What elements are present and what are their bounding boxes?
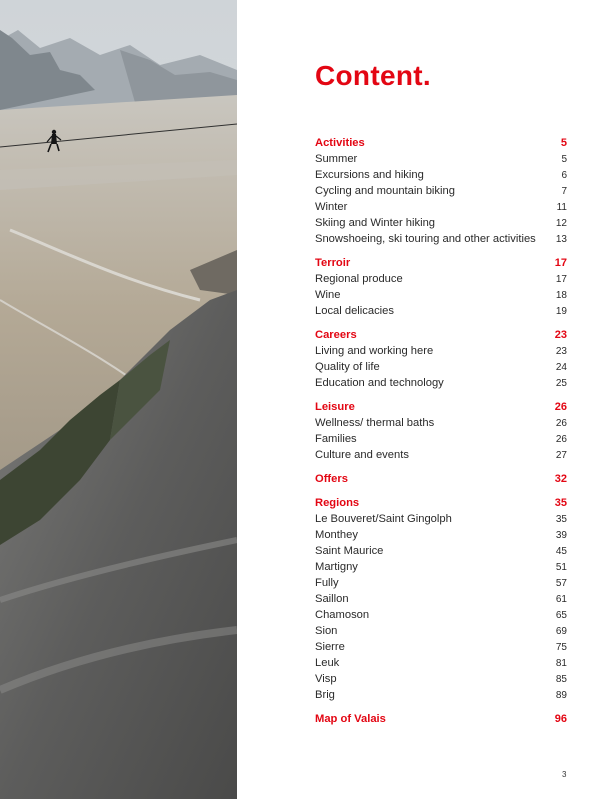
toc-entry-page: 23 — [555, 346, 567, 357]
toc-entry[interactable] — [315, 231, 567, 247]
toc-entry-page: 6 — [561, 170, 567, 181]
toc-entry-label: Fully — [315, 577, 339, 589]
toc-entry[interactable] — [315, 287, 567, 303]
toc-section — [315, 399, 567, 463]
toc-entry[interactable] — [315, 415, 567, 431]
toc-entry-page: 45 — [555, 546, 567, 557]
toc-section — [315, 327, 567, 391]
toc-entry-page: 35 — [555, 514, 567, 525]
toc-entry[interactable] — [315, 559, 567, 575]
toc-section-page: 26 — [554, 401, 567, 413]
toc-entry-label: Culture and events — [315, 449, 409, 461]
toc-entry[interactable] — [315, 447, 567, 463]
toc-entry-page: 65 — [555, 610, 567, 621]
toc-entry-page: 57 — [555, 578, 567, 589]
cover-photo — [0, 0, 237, 799]
table-of-contents-page — [315, 0, 567, 799]
toc-entry-page: 26 — [555, 434, 567, 445]
toc-entry[interactable] — [315, 527, 567, 543]
toc-entry[interactable] — [315, 151, 567, 167]
toc-section-heading[interactable] — [315, 327, 567, 343]
toc-entry[interactable] — [315, 343, 567, 359]
toc-section-heading[interactable] — [315, 399, 567, 415]
toc-section-page: 96 — [554, 713, 567, 725]
toc-entry-page: 81 — [555, 658, 567, 669]
toc-entry-page: 5 — [561, 154, 567, 165]
toc-list — [315, 135, 567, 735]
toc-entry[interactable] — [315, 607, 567, 623]
toc-entry-label: Excursions and hiking — [315, 169, 424, 181]
toc-entry-page: 25 — [555, 378, 567, 389]
toc-entry[interactable] — [315, 639, 567, 655]
toc-entry-page: 18 — [555, 290, 567, 301]
toc-entry-label: Skiing and Winter hiking — [315, 217, 436, 229]
toc-section-title: Terroir — [315, 257, 351, 269]
toc-entry-label: Wine — [315, 289, 341, 301]
toc-entry-page: 12 — [555, 218, 567, 229]
toc-entry-label: Summer — [315, 153, 358, 165]
toc-entry[interactable] — [315, 671, 567, 687]
toc-entry-page: 85 — [555, 674, 567, 685]
toc-entry[interactable] — [315, 303, 567, 319]
toc-entry-label: Monthey — [315, 529, 358, 541]
toc-section-page: 23 — [554, 329, 567, 341]
toc-entry-label: Sion — [315, 625, 338, 637]
toc-entry-label: Wellness/ thermal baths — [315, 417, 435, 429]
toc-entry-page: 24 — [555, 362, 567, 373]
toc-entry-label: Education and technology — [315, 377, 444, 389]
toc-entry[interactable] — [315, 623, 567, 639]
page-number: 3 — [562, 770, 567, 779]
toc-entry[interactable] — [315, 687, 567, 703]
toc-entry[interactable] — [315, 167, 567, 183]
toc-entry-page: 7 — [561, 186, 567, 197]
toc-entry-page: 17 — [555, 274, 567, 285]
toc-entry[interactable] — [315, 215, 567, 231]
toc-entry[interactable] — [315, 183, 567, 199]
toc-entry-page: 75 — [555, 642, 567, 653]
toc-entry-label: Local delicacies — [315, 305, 394, 317]
toc-entry-label: Martigny — [315, 561, 358, 573]
toc-section — [315, 495, 567, 703]
toc-entry-label: Cycling and mountain biking — [315, 185, 455, 197]
toc-section-heading[interactable] — [315, 135, 567, 151]
toc-entry-label: Saint Maurice — [315, 545, 384, 557]
toc-entry-label: Le Bouveret/Saint Gingolph — [315, 513, 452, 525]
toc-section-heading[interactable] — [315, 255, 567, 271]
toc-entry-label: Living and working here — [315, 345, 434, 357]
toc-entry-label: Leuk — [315, 657, 340, 669]
toc-section-title: Map of Valais — [315, 713, 386, 725]
mountain-slackline-photo-icon — [0, 0, 237, 799]
toc-section-page: 32 — [554, 473, 567, 485]
toc-entry-page: 61 — [555, 594, 567, 605]
toc-section-title: Regions — [315, 497, 360, 509]
toc-entry[interactable] — [315, 591, 567, 607]
toc-section-title: Careers — [315, 329, 357, 341]
toc-entry-label: Visp — [315, 673, 337, 685]
toc-section — [315, 471, 567, 487]
toc-section — [315, 135, 567, 247]
toc-entry[interactable] — [315, 375, 567, 391]
toc-entry-page: 26 — [555, 418, 567, 429]
toc-section-page: 35 — [554, 497, 567, 509]
toc-entry[interactable] — [315, 359, 567, 375]
toc-entry-page: 51 — [555, 562, 567, 573]
toc-entry-page: 11 — [556, 202, 567, 213]
page-title: Content. — [315, 60, 431, 91]
toc-entry-label: Snowshoeing, ski touring and other activities — [315, 233, 536, 245]
toc-section-title: Leisure — [315, 401, 355, 413]
toc-entry-label: Saillon — [315, 593, 349, 605]
toc-entry-page: 13 — [555, 234, 567, 245]
toc-entry-label: Quality of life — [315, 361, 380, 373]
toc-section — [315, 255, 567, 319]
toc-entry[interactable] — [315, 511, 567, 527]
toc-section-page: 17 — [554, 257, 567, 269]
toc-section-page: 5 — [560, 137, 567, 149]
toc-entry-page: 27 — [555, 450, 567, 461]
toc-section-heading[interactable] — [315, 711, 567, 727]
toc-entry[interactable] — [315, 199, 567, 215]
toc-entry-page: 19 — [555, 306, 567, 317]
toc-entry-page: 89 — [555, 690, 567, 701]
toc-section-heading[interactable] — [315, 471, 567, 487]
toc-entry[interactable] — [315, 431, 567, 447]
toc-entry-label: Chamoson — [315, 609, 370, 621]
toc-entry[interactable] — [315, 271, 567, 287]
toc-entry-page: 69 — [555, 626, 567, 637]
toc-section-heading[interactable] — [315, 495, 567, 511]
toc-entry-label: Sierre — [315, 641, 345, 653]
toc-entry[interactable] — [315, 543, 567, 559]
toc-entry-label: Winter — [315, 201, 348, 213]
toc-section-title: Offers — [315, 473, 348, 485]
toc-entry-label: Regional produce — [315, 273, 403, 285]
toc-entry-page: 39 — [555, 530, 567, 541]
toc-section — [315, 711, 567, 727]
toc-entry[interactable] — [315, 655, 567, 671]
toc-entry-label: Families — [315, 433, 357, 445]
toc-entry[interactable] — [315, 575, 567, 591]
toc-entry-label: Brig — [315, 689, 335, 701]
toc-section-title: Activities — [315, 137, 365, 149]
